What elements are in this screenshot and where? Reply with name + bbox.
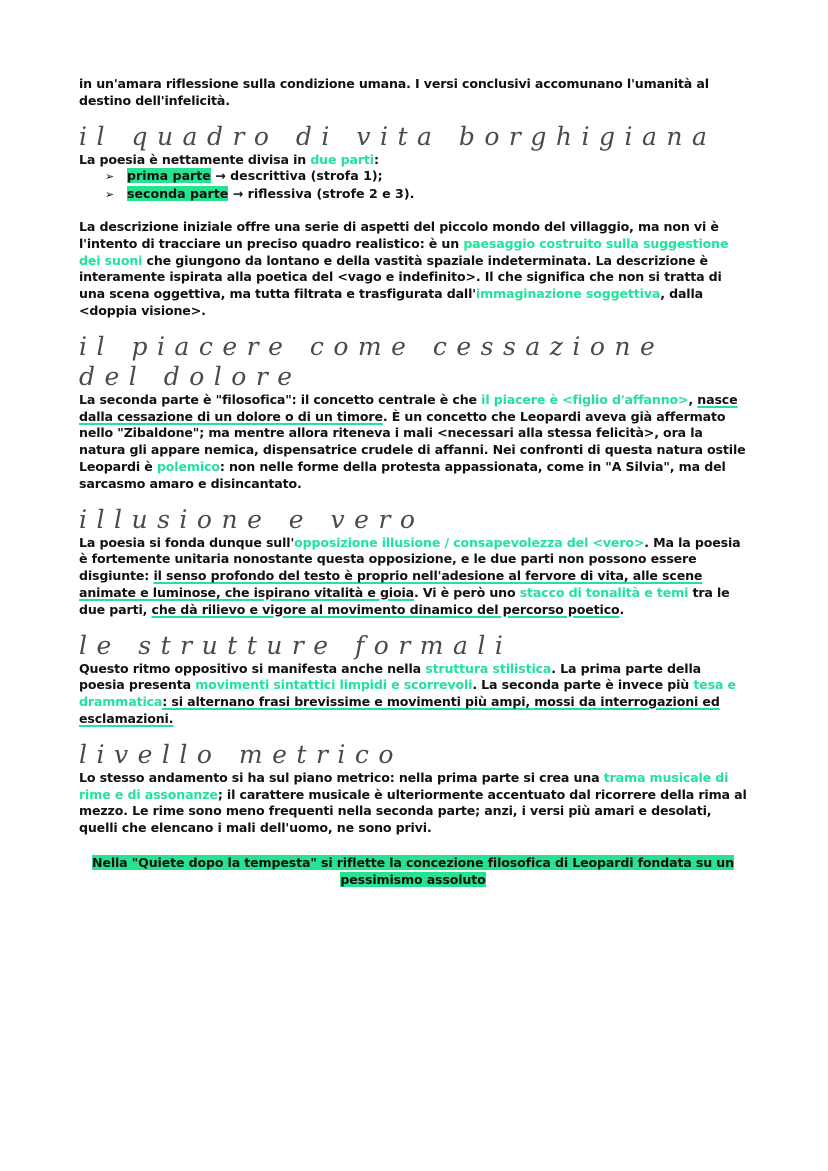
- text-run: Questo ritmo oppositivo si manifesta anche nella: [79, 660, 426, 676]
- text-run: .: [619, 601, 625, 617]
- text-run: . La seconda parte è invece più: [472, 677, 694, 693]
- text-run: . La prima parte della poesia presenta: [79, 660, 701, 693]
- text-run: . È un concetto che Leopardi aveva già affermato nello "Zibaldone"; ma mentre allora riteneva i mali <necessari alla stessa felicità>, ora la natura gli appare nemica, dispensatrice crudele di affanni. Nei confronti di questa natura ostile Leopardi è: [79, 408, 746, 474]
- underline-senso-profondo: il senso profondo del testo è proprio nell'adesione al fervore di vita, alle scene animate e luminose, che ispirano vitalità e gioia: [79, 568, 703, 600]
- text-run: ; il carattere musicale è ulteriormente accentuato dal ricorrere della rima al mezzo. Le rime sono meno frequenti nella seconda parte; anzi, i versi più amari e desolati, quelli che elencano i mali dell'uomo, ne sono privi.: [79, 786, 747, 836]
- section-heading-piacere: il piacere come cessazione del dolore: [79, 331, 665, 391]
- parts-list: [79, 168, 747, 204]
- text-run: → descrittiva (strofa 1);: [210, 168, 383, 184]
- section-heading-metrico: livello metrico: [79, 739, 403, 769]
- text-run: Lo stesso andamento si ha sul piano metrico: nella prima parte si crea una: [79, 769, 604, 785]
- section1-intro-line: [79, 152, 747, 169]
- section4-paragraph: [79, 661, 747, 728]
- spacer: [79, 204, 747, 219]
- section-heading-illusione: illusione e vero: [79, 504, 425, 534]
- highlight-polemico: polemico: [156, 458, 220, 474]
- intro-paragraph: in un'amara riflessione sulla condizione umana. I versi conclusivi accomunano l'umanità al destino dell'infelicità.: [79, 76, 709, 108]
- highlight-immaginazione: immaginazione soggettiva: [475, 286, 661, 302]
- highlight-paesaggio: paesaggio costruito sulla suggestione dei suoni: [79, 235, 729, 268]
- highlight-movimenti: movimenti sintattici limpidi e scorrevoli: [195, 677, 473, 693]
- highlight-due-parti: due parti: [310, 151, 374, 167]
- conclusion-statement: [79, 855, 747, 889]
- highlight-tesa: tesa e drammatica: [79, 677, 736, 710]
- section1-paragraph: [79, 219, 747, 320]
- text-run: : non nelle forme della protesta appassionata, come in "A Silvia", ma del sarcasmo amaro e disincantato.: [79, 458, 726, 491]
- section5-paragraph: [79, 770, 747, 837]
- highlight-opposizione: opposizione illusione / consapevolezza del <vero>: [294, 534, 645, 550]
- text-run: ,: [688, 391, 698, 407]
- text-run: , dalla <doppia visione>.: [79, 286, 703, 318]
- section-heading-strutture: le strutture formali: [79, 630, 513, 660]
- text-run: che giungono da lontano e della vastità spaziale indeterminata. La descrizione è interamente ispirata alla poetica del <vago e indefinito>. Il che significa che non si tratta di una scena oggettiva, ma tutta filtrata e trasfigurata dall': [79, 252, 722, 302]
- text-run: La poesia si fonda dunque sull': [79, 534, 295, 550]
- text-run: → riflessiva (strofe 2 e 3).: [228, 186, 415, 202]
- underline-cessazione: nasce dalla cessazione di un dolore o di un timore: [79, 391, 738, 424]
- underline-rilievo: che dà rilievo e vigore al movimento dinamico del percorso poetico: [151, 601, 620, 617]
- section2-paragraph: [79, 392, 747, 493]
- underline-frasi: : si alternano frasi brevissime e movimenti più ampi, mossi da interrogazioni ed esclamazioni.: [79, 694, 720, 726]
- highlight-trama: trama musicale di rime e di assonanze: [79, 769, 729, 802]
- text-run: tra le due parti,: [79, 584, 730, 617]
- list-item: [105, 186, 747, 204]
- highlight-struttura: struttura stilistica: [425, 660, 552, 676]
- text-run: La descrizione iniziale offre una serie di aspetti del piccolo mondo del villaggio, ma non vi è l'intento di tracciare un preciso quadro realistico: è un: [79, 218, 719, 251]
- arrow-bullet-icon: ➢: [105, 170, 115, 184]
- text-run: . Ma la poesia è fortemente unitaria nonostante questa opposizione, e le due parti non possono essere disgiunte:: [79, 534, 741, 584]
- document-page: [79, 76, 747, 889]
- section3-paragraph: [79, 535, 747, 619]
- highlight-stacco: stacco di tonalità e temi: [519, 584, 689, 600]
- highlight-seconda-parte: seconda parte: [127, 186, 229, 202]
- text-run: La seconda parte è "filosofica": il concetto centrale è che: [79, 391, 482, 407]
- highlight-figlio-affanno: il piacere è <figlio d'affanno>: [481, 391, 689, 407]
- arrow-bullet-icon: ➢: [105, 188, 115, 202]
- highlight-prima-parte: prima parte: [127, 168, 211, 184]
- conclusion-highlight: Nella "Quiete dopo la tempesta" si riflette la concezione filosofica di Leopardi fondata su un pessimismo assoluto: [92, 854, 734, 887]
- section-heading-quadro: il quadro di vita borghigiana: [79, 121, 717, 151]
- text-run: . Vi è però uno: [414, 584, 520, 600]
- list-item: [105, 168, 747, 186]
- text-run: La poesia è nettamente divisa in: [79, 151, 311, 167]
- text-run: :: [373, 151, 379, 167]
